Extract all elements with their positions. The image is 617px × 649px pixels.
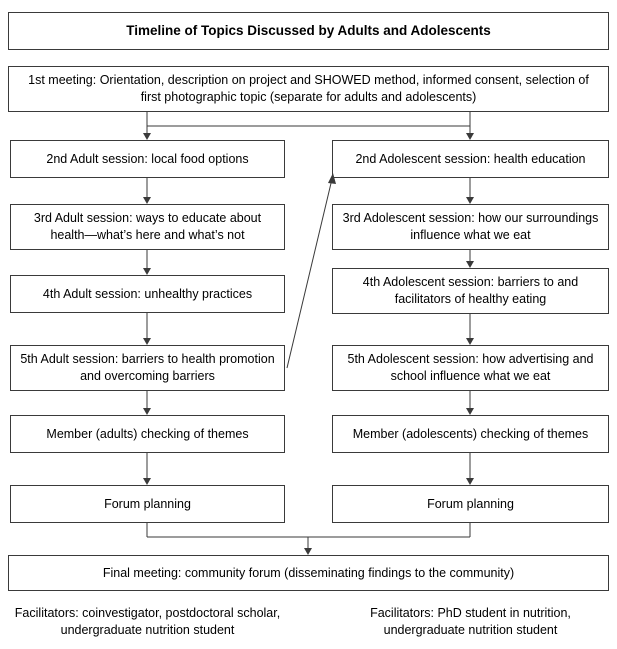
connector-split-arrows xyxy=(0,112,617,140)
adult-session-3: 3rd Adult session: ways to educate about health—what’s here and what’s not xyxy=(10,204,285,250)
adult-session-2: 2nd Adult session: local food options xyxy=(10,140,285,178)
adolescent-session-2: 2nd Adolescent session: health education xyxy=(332,140,609,178)
adolescent-session-4: 4th Adolescent session: barriers to and facilitators of healthy eating xyxy=(332,268,609,314)
first-meeting-box: 1st meeting: Orientation, description on project and SHOWED method, informed consent, selection of first photographic topic (separate for adults and adolescents) xyxy=(8,66,609,112)
adolescent-session-5: 5th Adolescent session: how advertising and school influence what we eat xyxy=(332,345,609,391)
connector-merge-arrows xyxy=(0,523,617,555)
adult-member-checking: Member (adults) checking of themes xyxy=(10,415,285,453)
adolescent-arrow-5-to-member xyxy=(0,391,617,415)
adolescent-member-checking: Member (adolescents) checking of themes xyxy=(332,415,609,453)
adult-forum-planning: Forum planning xyxy=(10,485,285,523)
adult-session-5: 5th Adult session: barriers to health promotion and overcoming barriers xyxy=(10,345,285,391)
facilitators-adolescents-caption: Facilitators: PhD student in nutrition, undergraduate nutrition student xyxy=(370,606,571,637)
adolescent-session-3: 3rd Adolescent session: how our surroundings influence what we eat xyxy=(332,204,609,250)
facilitators-adults-caption: Facilitators: coinvestigator, postdoctoral scholar, undergraduate nutrition student xyxy=(14,606,281,637)
adolescent-arrow-member-to-forum xyxy=(0,453,617,485)
cross-link-arrow xyxy=(285,170,345,370)
final-meeting-box: Final meeting: community forum (disseminating findings to the community) xyxy=(8,555,609,591)
adolescent-forum-planning: Forum planning xyxy=(332,485,609,523)
diagram-title: Timeline of Topics Discussed by Adults and Adolescents xyxy=(8,12,609,50)
adult-session-4: 4th Adult session: unhealthy practices xyxy=(10,275,285,313)
